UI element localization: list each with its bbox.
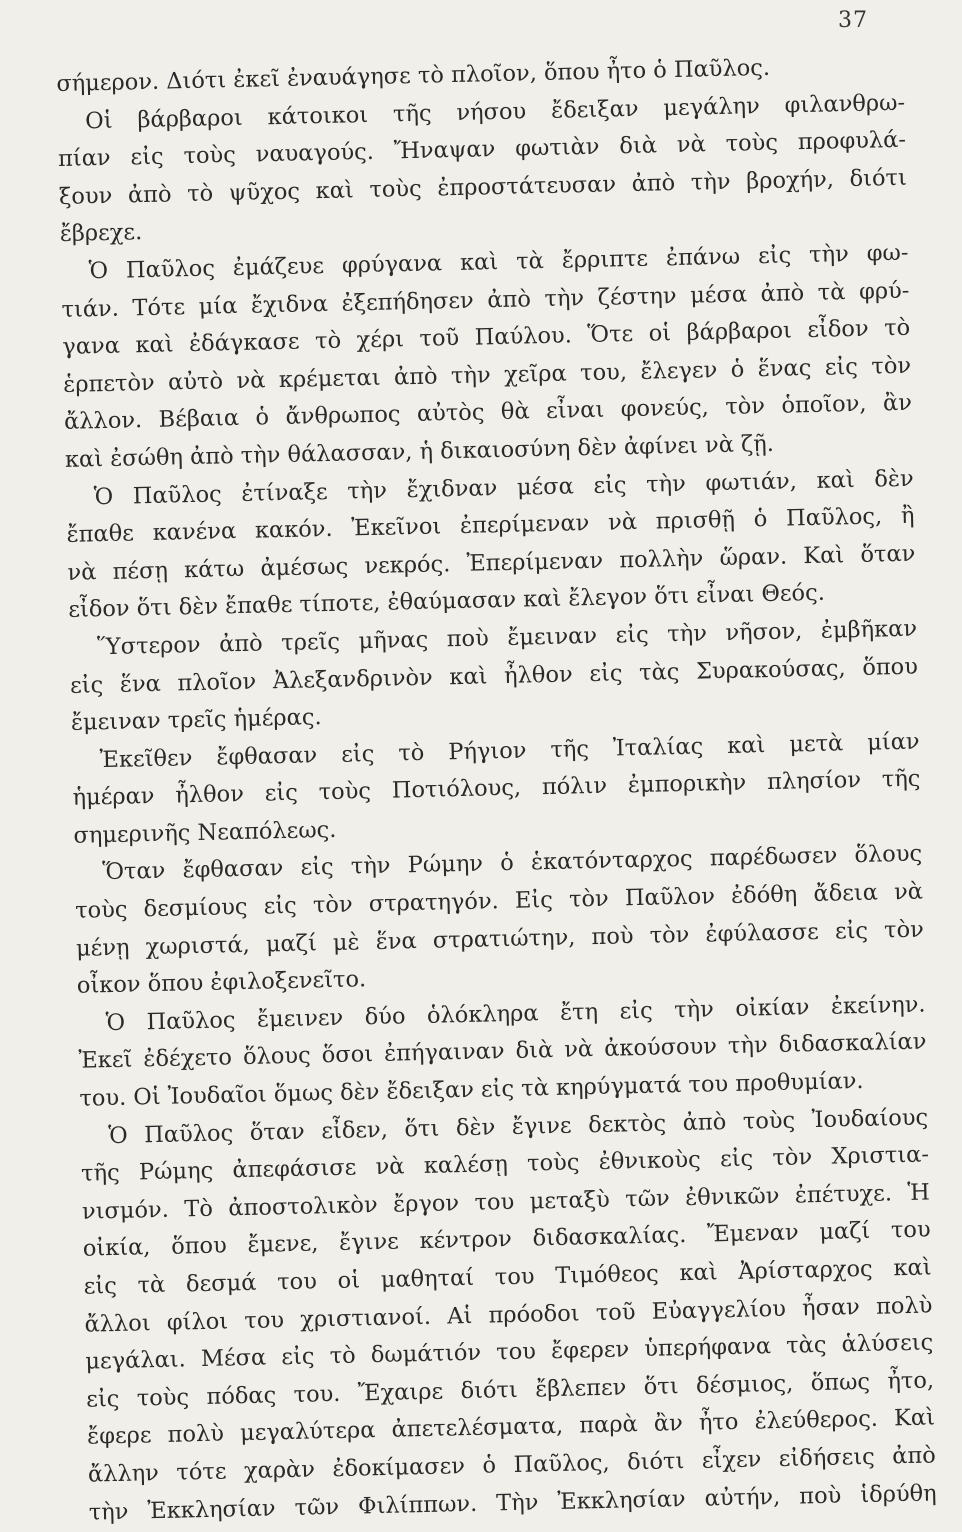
text-line: ἔπαθε κανένα κακόν. Ἐκεῖνοι ἐπερίμεναν νὰ πρισθῇ ὁ Παῦλος, ἢ <box>66 502 915 549</box>
text-line: Ὁ Παῦλος ἐμάζευε φρύγανα καὶ τὰ ἔρριπτε ἐπάνω εἰς τὴν φω- <box>88 239 909 285</box>
text-line: τιάν. Τότε μία ἔχιδνα ἐξεπήδησεν ἀπὸ τὴν ζέστην μέσα ἀπὸ τὰ φρύ- <box>61 277 910 323</box>
text-line: ἄλλην τότε χαρὰν ἐδοκίμασεν ὁ Παῦλος, διότι εἶχεν εἰδήσεις ἀπὸ <box>87 1442 937 1488</box>
text-line: εἶδον ὅτι δὲν ἔπαθε τίποτε, ἐθαύμασαν καὶ ἔλεγον ὅτι εἶναι Θεός. <box>68 580 826 624</box>
text-line: Ὅταν ἔφθασαν εἰς τὴν Ρώμην ὁ ἑκατόνταρχος παρέδωσεν ὅλους <box>102 841 923 886</box>
text-line: τῆς Ρώμης ἀπεφάσισε νὰ καλέσῃ τοὺς ἐθνικοὺς εἰς τὸν Χριστια- <box>80 1141 930 1187</box>
text-line: ἔβρεχε. <box>59 219 143 248</box>
text-line: Ὁ Παῦλος ἔμεινεν δύο ὁλόκληρα ἔτη εἰς τὴν οἰκίαν ἐκείνην. <box>105 991 926 1036</box>
text-line: πίαν εἰς τοὺς ναυαγούς. Ἤναψαν φωτιὰν διὰ νὰ τοὺς προφυλά- <box>57 126 907 173</box>
text-line: μεγάλαι. Μέσα εἰς τὸ δωμάτιόν του ἔφερεν ὑπερήφανα τὰς ἁλύσεις <box>85 1329 934 1375</box>
text-line: τοὺς δεσμίους εἰς τὸν στρατηγόν. Εἰς τὸν Παῦλον ἐδόθη ἄδεια νὰ <box>74 878 924 924</box>
text-line: γανα καὶ ἐδάγκασε τὸ χέρι τοῦ Παύλου. Ὅτε οἱ βάρβαροι εἶδον τὸ <box>62 314 911 361</box>
text-line: ἔμειναν τρεῖς ἡμέρας. <box>70 704 322 736</box>
text-line: ἄλλοι φίλοι του χριστιανοί. Αἱ πρόοδοι τοῦ Εὐαγγελίου ἦσαν πολὺ <box>84 1292 933 1338</box>
text-line: ἄλλον. Βέβαια ὁ ἄνθρωπος αὐτὸς θὰ εἶναι φονεύς, τὸν ὁποῖον, ἂν <box>63 390 913 436</box>
text-line: ἑρπετὸν αὐτὸ νὰ κρέμεται ἀπὸ τὴν χεῖρα του, ἔλεγεν ὁ ἕνας εἰς τὸν <box>62 352 912 398</box>
text-line: Ἐκεῖθεν ἔφθασαν εἰς τὸ Ρήγιον τῆς Ἰταλίας καὶ μετὰ μίαν <box>99 728 920 773</box>
text-line: οἰκία, ὅπου ἔμενε, ἔγινε κέντρον διδασκαλίας. Ἔμεναν μαζί του <box>82 1216 931 1263</box>
text-line: Ὕστερον ἀπὸ τρεῖς μῆνας ποὺ ἔμειναν εἰς τὴν νῆσον, ἐμβῆκαν <box>96 615 918 661</box>
text-line: καὶ ἐσώθη ἀπὸ τὴν θάλασσαν, ἡ δικαιοσύνη δὲν ἀφίνει νὰ ζῇ. <box>64 430 775 473</box>
text-line: εἰς τὰ δεσμά του οἱ μαθηταί του Τιμόθεος καὶ Ἀρίσταρχος καὶ <box>83 1254 932 1300</box>
text-line: Ἐκεῖ ἐδέχετο ὅλους ὅσοι ἐπήγαιναν διὰ νὰ ἀκούσουν τὴν διδασκαλίαν <box>78 1028 927 1075</box>
text-line: σημερινῆς Νεαπόλεως. <box>73 816 337 849</box>
text-line: εἰς ἕνα πλοῖον Ἀλεξανδρινὸν καὶ ἦλθον εἰς τὰς Συρακούσας, ὅπου <box>69 653 919 699</box>
text-line: Οἱ βάρβαροι κάτοικοι τῆς νήσου ἔδειξαν μεγάλην φιλανθρω- <box>84 89 906 134</box>
text-line: μένῃ χωριστά, μαζί μὲ ἕνα στρατιώτην, ποὺ τὸν ἐφύλασσε εἰς τὸν <box>75 916 925 962</box>
text-line: εἰς τοὺς πόδας του. Ἔχαιρε διότι ἔβλεπεν ὅτι δέσμιος, ὅπως ἦτο, <box>85 1367 935 1413</box>
text-line: του. Οἱ Ἰουδαῖοι ὅμως δὲν ἔδειξαν εἰς τὰ κηρύγματά του προθυμίαν. <box>79 1067 864 1112</box>
text-line: Ὁ Παῦλος ἐτίναξε τὴν ἔχιδναν μέσα εἰς τὴν φωτιάν, καὶ δὲν <box>93 465 914 510</box>
text-line: Ὁ Παῦλος ὅταν εἶδεν, ὅτι δὲν ἔγινε δεκτὸς ἀπὸ τοὺς Ἰουδαίους <box>107 1104 929 1149</box>
text-line: ἔφερε πολὺ μεγαλύτερα ἀπετελέσματα, παρὰ ἂν ἦτο ἐλεύθερος. Καὶ <box>86 1404 936 1451</box>
text-line: νισμόν. Τὸ ἀποστολικὸν ἔργον του μεταξὺ τῶν ἐθνικῶν ἐπέτυχε. Ἡ <box>81 1179 931 1225</box>
text-line: ξουν ἀπὸ τὸ ψῦχος καὶ τοὺς ἐπροστάτευσαν ἀπὸ τὴν βροχήν, διότι <box>58 164 908 210</box>
text-line: οἶκον ὅπου ἐφιλοξενεῖτο. <box>76 966 367 1000</box>
page-number: 37 <box>838 8 868 33</box>
text-line: σήμερον. Διότι ἐκεῖ ἐναυάγησε τὸ πλοῖον, ὅπου ἦτο ὁ Παῦλος. <box>56 54 771 97</box>
text-line: νὰ πέσῃ κάτω ἀμέσως νεκρός. Ἐπερίμεναν πολλὴν ὥραν. Καὶ ὅταν <box>67 540 916 586</box>
text-line: τὴν Ἐκκλησίαν τῶν Φιλίππων. Τὴν Ἐκκλησίαν αὐτήν, ποὺ ἱδρύθη <box>88 1479 937 1526</box>
body-text <box>56 47 937 1532</box>
text-line: ἡμέραν ἦλθον εἰς τοὺς Ποτιόλους, πόλιν ἐμπορικὴν πλησίον τῆς <box>72 765 921 812</box>
